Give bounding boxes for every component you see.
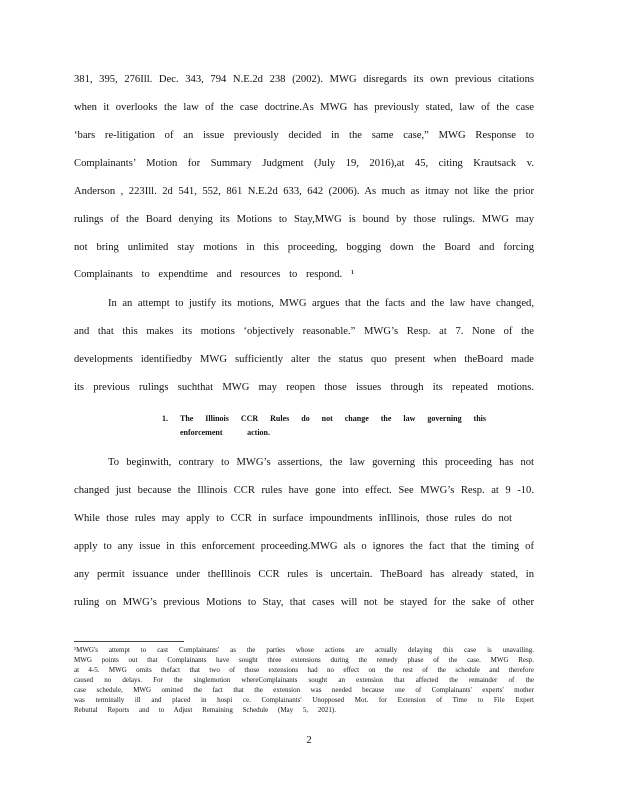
footnote-line-4: caused no delays. For the singlemotion whereComplainants sought an extension that affected the remainder of the (74, 676, 534, 684)
page-number: 2 (306, 735, 312, 746)
body-line-14: changed just because the Illinois CCR rules have gone into effect. See MWG’s Resp. at 9 -10. (74, 485, 534, 496)
body-line-1: 381, 395, 276Ill. Dec. 343, 794 N.E.2d 238 (2002). MWG disregards its own previous citations (74, 74, 534, 85)
footnote-line-5: case schedule, MWG omitted the fact that the extension was needed because one of Complainants' experts' mother (74, 686, 534, 694)
body-line-4: Complainants’ Motion for Summary Judgment (July 19, 2016),at 45, citing Krautsack v. (74, 158, 534, 169)
body-line-9: In an attempt to justify its motions, MWG argues that the facts and the law have changed, (108, 298, 534, 309)
body-line-11: developments identifiedby MWG sufficiently alter the status quo present when theBoard made (74, 354, 534, 365)
footnote-separator (74, 641, 184, 642)
body-line-7: not bring unlimited stay motions in this proceeding, bogging down the Board and forcing (74, 242, 534, 253)
body-line-5: Anderson , 223Ill. 2d 541, 552, 861 N.E.2d 633, 642 (2006). As much as itmay not like the prior (74, 186, 534, 197)
section-heading-number: 1. (162, 414, 168, 423)
body-line-17: any permit issuance under theIllinois CCR rules is uncertain. TheBoard has already stated, in (74, 569, 534, 580)
body-line-18: ruling on MWG’s previous Motions to Stay, that cases will not be stayed for the sake of other (74, 597, 534, 608)
section-heading-line-2: enforcement action. (180, 428, 270, 437)
body-line-8: Complainants to expendtime and resources to respond. ¹ (74, 269, 354, 280)
section-heading-line-1: The Illinois CCR Rules do not change the law governing this (180, 414, 486, 423)
footnote-line-3: at 4-5. MWG omits thefact that two of those extensions had no effect on the rest of the schedule and therefore (74, 666, 534, 674)
body-line-3: ‘bars re-litigation of an issue previously decided in the same case,” MWG Response to (74, 130, 534, 141)
body-line-16: apply to any issue in this enforcement proceeding.MWG als o ignores the fact that the timing of (74, 541, 534, 552)
footnote-line-7: Rebuttal Reports and to Adjust Remaining Schedule (May 5, 2021). (74, 706, 336, 714)
body-line-12: its previous rulings suchthat MWG may reopen those issues through its repeated motions. (74, 382, 534, 393)
body-line-13: To beginwith, contrary to MWG’s assertions, the law governing this proceeding has not (108, 457, 534, 468)
body-line-15: While those rules may apply to CCR in surface impoundments inIllinois, those rules do not (74, 513, 512, 524)
footnote-line-1: ¹MWG's attempt to cast Complainants' as the parties whose actions are actually delaying this case is unavailing. (74, 646, 534, 654)
footnote-line-2: MWG points out that Complainants have sought three extensions during the remedy phase of the case. MWG Resp. (74, 656, 534, 664)
footnote-line-6: was terminally ill and placed in hospi ce. Complainants' Unopposed Mot. for Extension of Time to File Expert (74, 696, 534, 704)
body-line-10: and that this makes its motions ‘objectively reasonable.” MWG’s Resp. at 7. None of the (74, 326, 534, 337)
body-line-6: rulings of the Board denying its Motions to Stay,MWG is bound by those rulings. MWG may (74, 214, 534, 225)
body-line-2: when it overlooks the law of the case doctrine.As MWG has previously stated, law of the case (74, 102, 534, 113)
